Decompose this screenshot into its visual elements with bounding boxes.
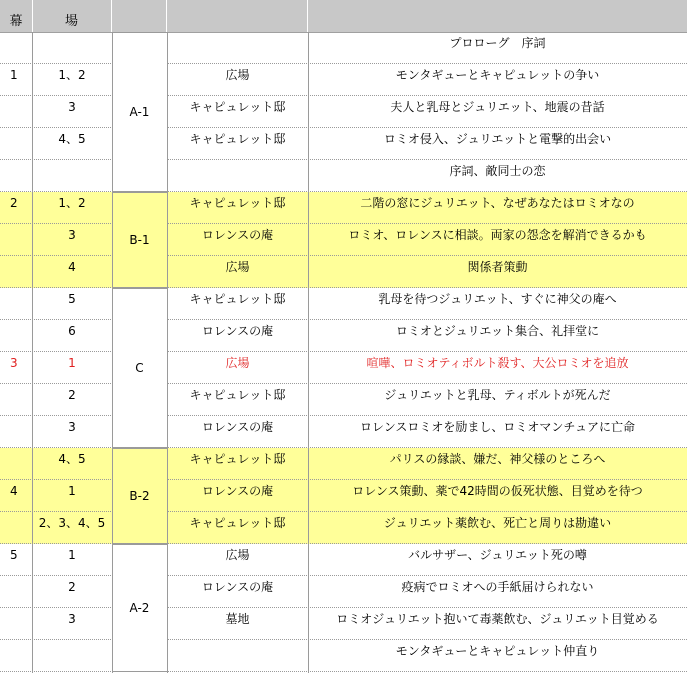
header-row bbox=[0, 0, 687, 33]
location-cell[interactable]: ロレンスの庵 bbox=[201, 228, 274, 242]
maku-cell[interactable] bbox=[0, 576, 32, 607]
maku-cell[interactable]: 4 bbox=[10, 484, 18, 498]
description-cell[interactable]: 夫人と乳母とジュリエット、地震の昔話 bbox=[390, 100, 605, 114]
description-cell[interactable]: モンタギューとキャピュレット仲直り bbox=[395, 644, 600, 658]
location-cell[interactable]: ロレンスの庵 bbox=[201, 484, 274, 498]
description-cell[interactable]: モンタギューとキャピュレットの争い bbox=[395, 68, 600, 82]
header-maku[interactable]: 幕 bbox=[0, 0, 33, 32]
table-row bbox=[0, 416, 687, 448]
description-cell[interactable]: ロミオジュリエット抱いて毒薬飲む、ジュリエット目覚める bbox=[336, 612, 659, 626]
maku-cell[interactable] bbox=[0, 256, 32, 287]
description-cell[interactable]: ロレンスロミオを励まし、ロミオマンチュアに亡命 bbox=[360, 420, 635, 434]
header-id[interactable] bbox=[112, 0, 167, 32]
column-divider bbox=[112, 32, 113, 673]
location-cell[interactable]: キャピュレット邸 bbox=[189, 132, 286, 146]
location-cell[interactable]: キャピュレット邸 bbox=[189, 452, 286, 466]
ba-cell[interactable]: 5 bbox=[68, 292, 76, 306]
table-row bbox=[0, 384, 687, 416]
ba-cell[interactable] bbox=[32, 160, 112, 191]
maku-cell[interactable] bbox=[0, 224, 32, 255]
ba-cell[interactable]: 1 bbox=[68, 484, 76, 498]
group-cell[interactable]: B-2 bbox=[112, 448, 167, 544]
table-row bbox=[0, 288, 687, 320]
ba-cell[interactable] bbox=[32, 32, 112, 63]
table-row bbox=[0, 64, 687, 96]
header-ba[interactable]: 場 bbox=[32, 0, 112, 32]
location-cell[interactable]: キャピュレット邸 bbox=[189, 516, 286, 530]
description-cell[interactable]: パリスの縁談、嫌だ、神父様のところへ bbox=[389, 452, 606, 466]
description-cell[interactable]: ロミオ侵入、ジュリエットと電撃的出会い bbox=[383, 132, 612, 146]
location-cell[interactable]: ロレンスの庵 bbox=[201, 420, 274, 434]
location-cell[interactable] bbox=[167, 160, 308, 191]
ba-cell[interactable]: 2 bbox=[68, 580, 76, 594]
ba-cell[interactable]: 3 bbox=[68, 100, 76, 114]
location-cell[interactable]: 墓地 bbox=[225, 612, 250, 626]
table-row bbox=[0, 192, 687, 224]
ba-cell[interactable]: 6 bbox=[68, 324, 76, 338]
maku-cell[interactable]: 5 bbox=[10, 548, 18, 562]
column-divider bbox=[32, 32, 33, 673]
location-cell[interactable] bbox=[167, 640, 308, 671]
table-row bbox=[0, 256, 687, 288]
description-cell[interactable]: 序詞、敵同士の恋 bbox=[449, 164, 546, 178]
description-cell[interactable]: 喧嘩、ロミオティボルト殺す、大公ロミオを追放 bbox=[366, 356, 629, 370]
ba-cell[interactable]: 1 bbox=[68, 548, 76, 562]
table-row bbox=[0, 352, 687, 384]
table-row bbox=[0, 320, 687, 352]
header-location[interactable] bbox=[167, 0, 308, 32]
maku-cell[interactable] bbox=[0, 128, 32, 159]
description-cell[interactable]: 乳母を待つジュリエット、すぐに神父の庵へ bbox=[378, 292, 617, 306]
description-cell[interactable]: ジュリエット薬飲む、死亡と周りは勘違い bbox=[383, 516, 612, 530]
table-row bbox=[0, 640, 687, 672]
description-cell[interactable]: 二階の窓にジュリエット、なぜあなたはロミオなの bbox=[360, 196, 635, 210]
ba-cell[interactable]: 1、2 bbox=[58, 68, 86, 82]
ba-cell[interactable]: 3 bbox=[68, 228, 76, 242]
ba-cell[interactable]: 4 bbox=[68, 260, 76, 274]
location-cell[interactable]: キャピュレット邸 bbox=[189, 100, 286, 114]
group-cell[interactable]: C bbox=[112, 288, 167, 448]
description-cell[interactable]: 疫病でロミオへの手紙届けられない bbox=[401, 580, 594, 594]
description-cell[interactable]: バルサザー、ジュリエット死の噂 bbox=[408, 548, 587, 562]
table-row bbox=[0, 448, 687, 480]
description-cell[interactable]: プロローグ 序詞 bbox=[449, 36, 546, 50]
maku-cell[interactable]: 1 bbox=[10, 68, 18, 82]
table-row bbox=[0, 96, 687, 128]
group-cell[interactable]: A-1 bbox=[112, 32, 167, 192]
description-cell[interactable]: ロミオ、ロレンスに相談。両家の怨念を解消できるかも bbox=[348, 228, 647, 242]
maku-cell[interactable] bbox=[0, 96, 32, 127]
location-cell[interactable]: 広場 bbox=[225, 356, 250, 370]
maku-cell[interactable] bbox=[0, 448, 32, 479]
ba-cell[interactable]: 2、3、4、5 bbox=[38, 516, 106, 530]
table-row bbox=[0, 128, 687, 160]
location-cell[interactable]: ロレンスの庵 bbox=[201, 324, 274, 338]
location-cell[interactable]: 広場 bbox=[225, 548, 250, 562]
table-row bbox=[0, 480, 687, 512]
maku-cell[interactable] bbox=[0, 416, 32, 447]
maku-cell[interactable] bbox=[0, 384, 32, 415]
maku-cell[interactable] bbox=[0, 160, 32, 191]
ba-cell[interactable]: 3 bbox=[68, 612, 76, 626]
header-description[interactable] bbox=[308, 0, 687, 32]
maku-cell[interactable] bbox=[0, 32, 32, 63]
location-cell[interactable]: キャピュレット邸 bbox=[189, 388, 286, 402]
ba-cell[interactable]: 3 bbox=[68, 420, 76, 434]
ba-cell[interactable] bbox=[32, 640, 112, 671]
location-cell[interactable]: 広場 bbox=[225, 260, 250, 274]
ba-cell[interactable]: 1 bbox=[68, 356, 76, 370]
maku-cell[interactable]: 2 bbox=[10, 196, 18, 210]
table-row bbox=[0, 224, 687, 256]
maku-cell[interactable] bbox=[0, 320, 32, 351]
group-cell[interactable]: A-2 bbox=[112, 544, 167, 672]
table-row bbox=[0, 576, 687, 608]
ba-cell[interactable]: 4、5 bbox=[58, 132, 86, 146]
description-cell[interactable]: ロレンス策動、薬で42時間の仮死状態、目覚めを待つ bbox=[352, 484, 643, 498]
group-cell[interactable]: B-1 bbox=[112, 192, 167, 288]
location-cell[interactable]: 広場 bbox=[225, 68, 250, 82]
maku-cell[interactable] bbox=[0, 608, 32, 639]
table-row bbox=[0, 160, 687, 192]
column-divider bbox=[167, 32, 168, 673]
maku-cell[interactable]: 3 bbox=[10, 356, 18, 370]
table-row bbox=[0, 32, 687, 64]
ba-cell[interactable]: 4、5 bbox=[58, 452, 86, 466]
ba-cell[interactable]: 2 bbox=[68, 388, 76, 402]
location-cell[interactable]: キャピュレット邸 bbox=[189, 196, 286, 210]
table-row bbox=[0, 544, 687, 576]
table-row bbox=[0, 512, 687, 544]
location-cell[interactable]: キャピュレット邸 bbox=[189, 292, 286, 306]
column-divider bbox=[308, 32, 309, 673]
description-cell[interactable]: 関係者策動 bbox=[467, 260, 528, 274]
description-cell[interactable]: ロミオとジュリエット集合、礼拝堂に bbox=[395, 324, 600, 338]
maku-cell[interactable] bbox=[0, 288, 32, 319]
location-cell[interactable]: ロレンスの庵 bbox=[201, 580, 274, 594]
maku-cell[interactable] bbox=[0, 512, 32, 543]
description-cell[interactable]: ジュリエットと乳母、ティボルトが死んだ bbox=[384, 388, 611, 402]
table-row bbox=[0, 608, 687, 640]
maku-cell[interactable] bbox=[0, 640, 32, 671]
ba-cell[interactable]: 1、2 bbox=[58, 196, 86, 210]
location-cell[interactable] bbox=[167, 32, 308, 63]
